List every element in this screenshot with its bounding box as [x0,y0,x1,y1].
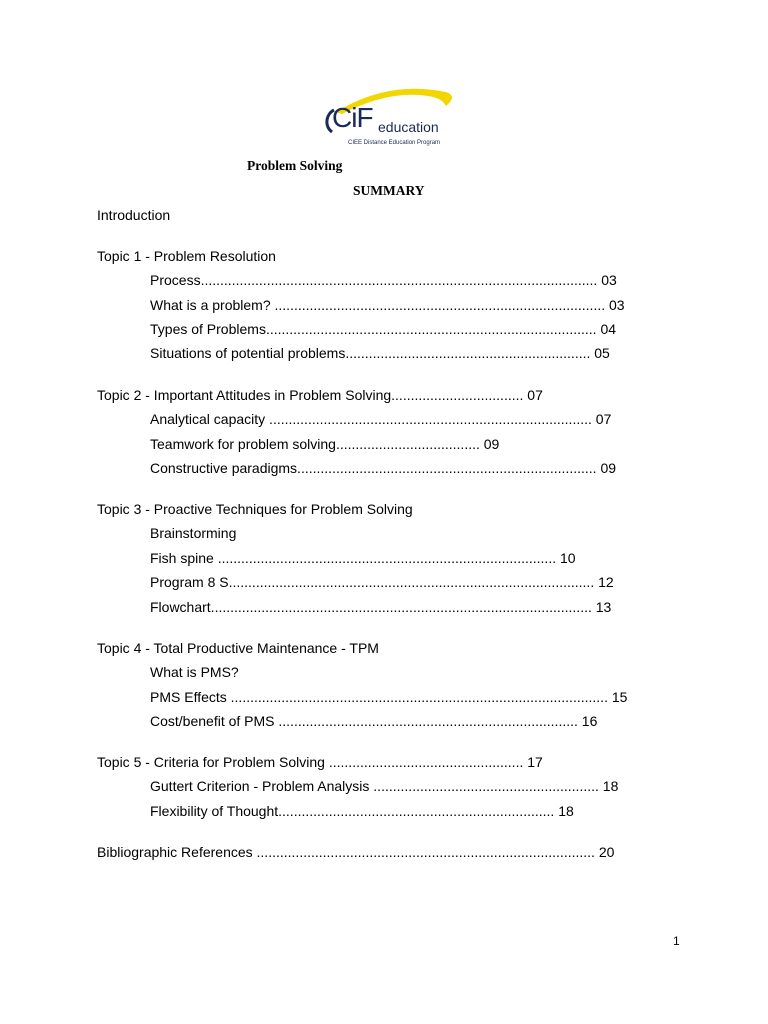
toc-entry: PMS Effects ................................................................................................. 15 [150,689,628,705]
toc-entry: Situations of potential problems............................................................... 05 [150,345,610,361]
toc-entry: Cost/benefit of PMS ............................................................................. 16 [150,713,598,729]
toc-topic-4-title: Topic 4 - Total Productive Maintenance - TPM [97,640,379,656]
toc-entry: Types of Problems..................................................................................... 04 [150,321,617,337]
toc-bibliographic-references: Bibliographic References ....................................................................................... 20 [97,844,615,860]
toc-topic-2-title: Topic 2 - Important Attitudes in Problem Solving.................................. 07 [97,387,543,403]
summary-heading: SUMMARY [353,183,425,198]
course-title: Problem Solving [247,158,343,173]
toc-entry: Brainstorming [150,525,237,541]
toc-topic-1-title: Topic 1 - Problem Resolution [97,248,276,264]
toc-entry: Constructive paradigms............................................................................. 09 [150,460,617,476]
logo-brand-suffix: education [378,119,439,135]
toc-entry: Teamwork for problem solving..................................... 09 [150,436,500,452]
cif-education-logo [318,86,458,150]
toc-topic-5-title: Topic 5 - Criteria for Problem Solving .................................................. 17 [97,754,543,770]
logo-brand-prefix: CiF [332,102,373,133]
toc-entry: Flexibility of Thought....................................................................... 18 [150,803,574,819]
toc-entry: Flowchart.................................................................................................. 13 [150,599,612,615]
toc-entry: Program 8 S.............................................................................................. 12 [150,574,614,590]
toc-entry: What is PMS? [150,664,239,680]
toc-entry: Guttert Criterion - Problem Analysis .......................................................... 18 [150,778,619,794]
toc-entry: Fish spine ....................................................................................... 10 [150,550,576,566]
toc-introduction: Introduction [97,207,171,223]
toc-entry: Analytical capacity ................................................................................... 07 [150,411,612,427]
toc-entry: Process...................................................................................................... 03 [150,272,617,288]
toc-topic-3-title: Topic 3 - Proactive Techniques for Problem Solving [97,501,413,517]
page-number: 1 [673,934,680,948]
toc-entry: What is a problem? ..................................................................................... 03 [150,297,625,313]
logo-tagline: CIEE Distance Education Program [348,140,441,146]
